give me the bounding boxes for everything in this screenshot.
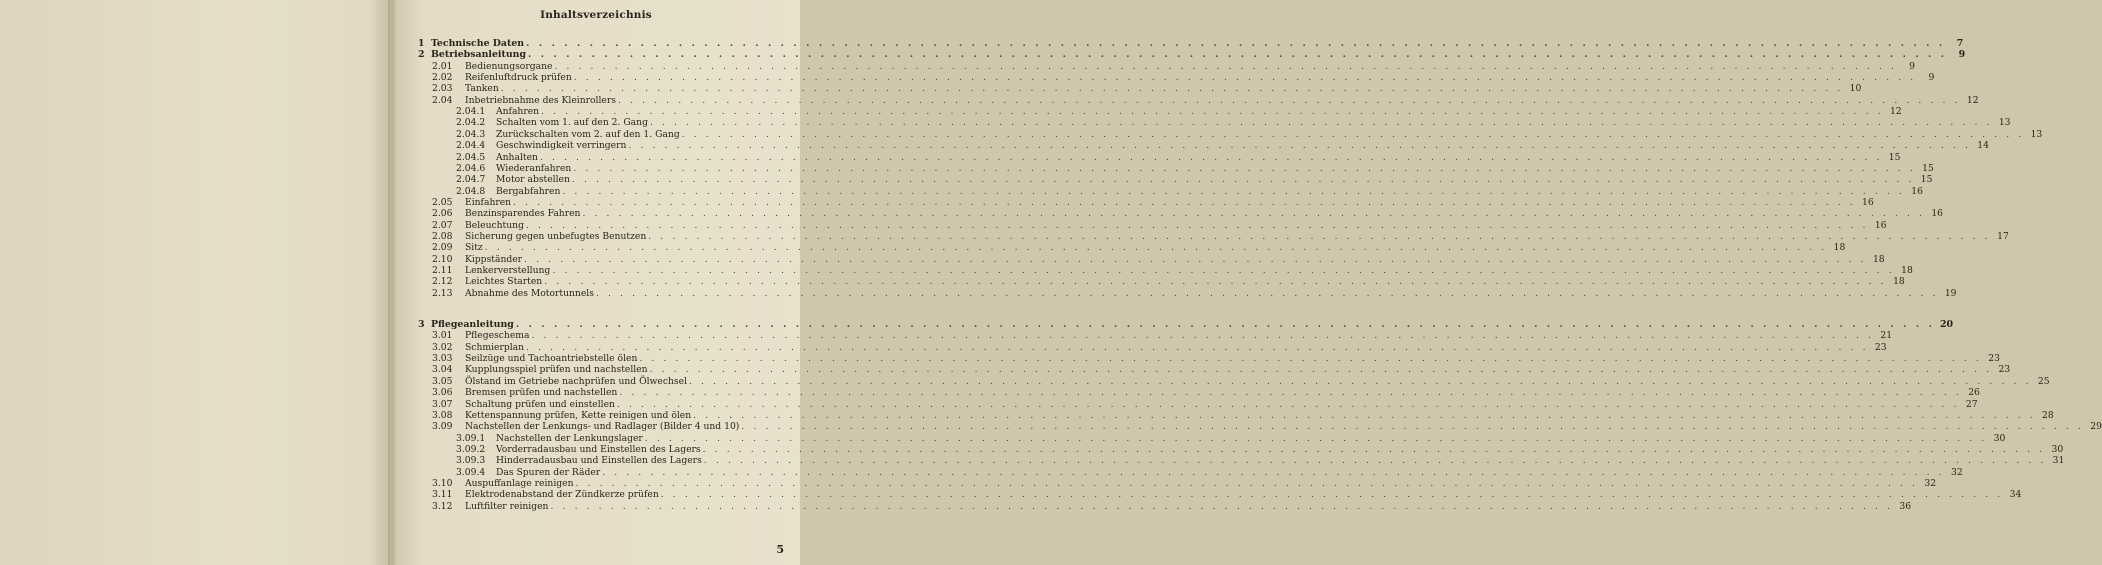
toc-entry-number: 3.07 [432, 398, 453, 410]
toc-entry-title: Zurückschalten vom 2. auf den 1. Gang [496, 128, 680, 140]
toc-entry-number: 3.09.4 [456, 466, 486, 478]
toc-entry-page: 13 [1998, 117, 2011, 129]
toc-entry-title: Technische Daten [431, 38, 525, 49]
toc-entry-number: 2.09 [432, 242, 453, 254]
toc-leader-dots [541, 106, 1884, 117]
toc-leader-dots [550, 501, 1893, 512]
toc-entry-title: Schmierplan [465, 341, 525, 353]
toc-entry-title: Kupplungsspiel prüfen und nachstellen [465, 364, 648, 376]
toc-entry [432, 287, 1957, 299]
toc-entry [432, 330, 1893, 342]
toc-entry-number: 2.04.1 [456, 106, 486, 118]
toc-entry-page: 15 [1888, 151, 1901, 163]
toc-entry-title: Auspuffanlage reinigen [465, 478, 574, 489]
toc-entry-title: Beleuchtung [465, 219, 524, 231]
toc-entry [432, 387, 1980, 399]
toc-entry-title: Elektrodenabstand der Zündkerze prüfen [465, 489, 659, 501]
toc-entry-page: 12 [1966, 94, 1979, 106]
toc-entry-page: 23 [1998, 364, 2011, 376]
toc-leader-dots [516, 319, 1935, 330]
toc-entry-page: 10 [1849, 83, 1862, 95]
toc-entry [432, 341, 1887, 353]
toc-entry-number: 2.04.6 [456, 162, 486, 174]
toc-leader-dots [619, 387, 1962, 398]
toc-entry-page: 15 [1922, 162, 1934, 174]
toc-leader-dots [526, 220, 1869, 231]
toc-entry-title: Bremsen prüfen und nachstellen [465, 387, 618, 399]
toc-entry-number: 3.06 [432, 387, 453, 399]
toc-entry [456, 466, 1963, 478]
toc-entry-page: 9 [1958, 49, 1966, 61]
toc-entry-page: 36 [1899, 500, 1912, 512]
toc-leader-dots [689, 376, 2032, 387]
book-gutter [388, 0, 390, 565]
toc-leader-dots [526, 38, 1945, 49]
toc-leader-dots [572, 174, 1915, 185]
toc-entry [418, 319, 1953, 330]
toc-leader-dots [661, 489, 2004, 500]
right-page [392, 0, 2102, 565]
toc-leader-dots [741, 421, 2084, 432]
toc-entry-page: 20 [1939, 319, 1953, 330]
toc-entry [432, 276, 1905, 288]
toc-entry [432, 398, 1978, 410]
toc-entry-page: 14 [1977, 140, 1989, 152]
toc-entry-page: 13 [2030, 128, 2043, 140]
toc-entry-page: 15 [1920, 174, 1933, 186]
toc-entry-page: 28 [2042, 409, 2054, 421]
toc-entry-page: 12 [1889, 106, 1902, 118]
toc-entry [432, 242, 1846, 254]
toc-leader-dots [602, 467, 1945, 478]
toc-entry-page: 34 [2009, 489, 2022, 501]
toc-entry-number: 3.02 [432, 341, 453, 353]
toc-entry-number: 3.05 [432, 375, 453, 387]
toc-entry-number: 3 [418, 319, 425, 330]
toc-entry [456, 455, 2065, 467]
toc-entry [432, 219, 1887, 231]
left-page-blank [0, 0, 388, 565]
toc-entry-number: 2 [418, 49, 425, 61]
toc-entry-page: 32 [1924, 478, 1937, 489]
toc-entry-number: 2.05 [432, 196, 453, 208]
toc-entry [456, 151, 1901, 163]
toc-entry [432, 196, 1874, 208]
toc-entry-title: Tanken [465, 83, 499, 95]
toc-entry-number: 2.12 [432, 276, 453, 288]
toc-entry-title: Bergabfahren [496, 185, 561, 197]
toc-entry [456, 432, 2006, 444]
toc-entry-number: 2.04.2 [456, 117, 486, 129]
toc-entry-number: 2.04.4 [456, 140, 486, 152]
toc-entry-page: 18 [1901, 265, 1913, 276]
toc-entry-number: 3.09.3 [456, 455, 486, 467]
toc-entry-page: 30 [1993, 432, 2006, 444]
toc-entry [456, 185, 1923, 197]
toc-leader-dots [531, 330, 1874, 341]
toc-leader-dots [645, 433, 1988, 444]
toc-leader-dots [573, 163, 1916, 174]
toc-entry-title: Nachstellen der Lenkungslager [496, 432, 643, 444]
toc-entry-title: Kettenspannung prüfen, Kette reinigen und ölen [465, 409, 692, 421]
toc-entry-title: Wiederanfahren [496, 162, 572, 174]
toc-entry-title: Seilzüge und Tachoantriebstelle ölen [465, 353, 638, 365]
toc-entry [432, 60, 1915, 72]
toc-entry-page: 26 [1968, 387, 1980, 399]
toc-entry-number: 2.07 [432, 219, 453, 231]
toc-entry-title: Luftfilter reinigen [465, 500, 549, 512]
toc-entry-title: Pflegeanleitung [431, 319, 514, 330]
toc-entry-page: 16 [1861, 196, 1874, 208]
toc-entry [456, 443, 2064, 455]
toc-entry-number: 2.10 [432, 253, 453, 265]
toc-entry-title: Das Spuren der Räder [496, 466, 601, 478]
toc-leader-dots [618, 95, 1961, 106]
toc-entry-title: Schaltung prüfen und einstellen [465, 398, 615, 410]
toc-entry-number: 2.08 [432, 230, 453, 242]
toc-entry-number: 3.09 [432, 421, 453, 433]
toc-entry-page: 18 [1833, 242, 1846, 254]
toc-leader-dots [693, 410, 2036, 421]
toc-entry-number: 3.01 [432, 330, 453, 342]
toc-entry [456, 128, 2043, 140]
toc-leader-dots [703, 444, 2046, 455]
page-number: 5 [776, 543, 784, 556]
toc-leader-dots [544, 276, 1887, 287]
toc-entry-title: Motor abstellen [496, 174, 570, 186]
toc-leader-dots [639, 353, 1982, 364]
toc-entry [432, 375, 2050, 387]
toc-entry-number: 2.06 [432, 208, 453, 220]
toc-leader-dots [554, 61, 1897, 72]
toc-leader-dots [524, 254, 1867, 265]
toc-entry-page: 16 [1911, 185, 1923, 197]
toc-entry-number: 2.04.8 [456, 185, 486, 197]
toc-entry [432, 364, 2011, 376]
toc-entry [432, 500, 1912, 512]
toc-entry-title: Nachstellen der Lenkungs- und Radlager (Bilder 4 und 10) [465, 421, 740, 433]
toc-entry [432, 253, 1885, 265]
toc-leader-dots [704, 455, 2047, 466]
toc-entry-page: 23 [1988, 353, 2000, 365]
toc-entry-page: 16 [1874, 219, 1887, 231]
toc-entry-page: 27 [1965, 398, 1978, 410]
toc-entry-title: Anhalten [496, 151, 538, 163]
toc-leader-dots [682, 129, 2025, 140]
toc-entry [432, 421, 2102, 433]
toc-entry-page: 32 [1951, 466, 1963, 478]
toc-entry-title: Lenkerverstellung [465, 265, 551, 276]
toc-entry-number: 2.03 [432, 83, 453, 95]
toc-entry-number: 2.01 [432, 60, 453, 72]
toc-leader-dots [526, 342, 1869, 353]
toc-entry [432, 478, 1937, 489]
toc-entry [432, 265, 1913, 276]
toc-entry-number: 3.08 [432, 409, 453, 421]
toc-entry-title: Leichtes Starten [465, 276, 543, 288]
toc-entry-title: Geschwindigkeit verringern [496, 140, 627, 152]
toc-entry-title: Benzinsparendes Fahren [465, 208, 581, 220]
toc-entry-page: 7 [1956, 38, 1964, 49]
toc-entry-title: Abnahme des Motortunnels [465, 287, 594, 299]
toc-entry-title: Vorderradausbau und Einstellen des Lagers [496, 443, 701, 455]
toc-entry-number: 2.04.3 [456, 128, 486, 140]
toc-entry-page: 23 [1874, 341, 1887, 353]
toc-entry-page: 16 [1931, 208, 1944, 220]
toc-entry-page: 9 [1909, 60, 1915, 72]
toc-leader-dots [576, 478, 1919, 489]
toc-entry [456, 162, 1934, 174]
toc-leader-dots [562, 186, 1905, 197]
toc-leader-dots [501, 83, 1844, 94]
toc-entry-number: 3.09.1 [456, 432, 486, 444]
toc-entry-page: 29 [2090, 421, 2102, 433]
toc-leader-dots [582, 208, 1925, 219]
toc-leader-dots [650, 364, 1993, 375]
toc-entry-title: Sicherung gegen unbefugtes Benutzen [465, 230, 647, 242]
toc-entry-number: 2.02 [432, 72, 453, 83]
toc-entry-page: 9 [1928, 72, 1935, 83]
toc-entry-title: Schalten vom 1. auf den 2. Gang [496, 117, 648, 129]
toc-entry-title: Einfahren [465, 196, 512, 208]
toc-entry-title: Sitz [465, 242, 483, 254]
toc-entry-title: Bedienungsorgane [465, 60, 553, 72]
toc-leader-dots [648, 231, 1991, 242]
toc-entry [432, 489, 2022, 501]
toc-entry-title: Inbetriebnahme des Kleinrollers [465, 94, 616, 106]
toc-entry-number: 3.03 [432, 353, 453, 365]
toc-entry [418, 49, 1966, 61]
toc-entry [432, 230, 2009, 242]
toc-entry-number: 3.09.2 [456, 443, 486, 455]
toc-entry [456, 117, 2011, 129]
toc-entry [456, 140, 1989, 152]
toc-entry-title: Reifenluftdruck prüfen [465, 72, 572, 83]
toc-entry-number: 2.13 [432, 287, 453, 299]
toc-entry-title: Betriebsanleitung [431, 49, 527, 61]
toc-leader-dots [617, 399, 1960, 410]
toc-entry-page: 18 [1872, 253, 1885, 265]
toc-entry-number: 2.04.7 [456, 174, 486, 186]
toc-entry-page: 18 [1893, 276, 1905, 288]
toc-leader-dots [513, 197, 1856, 208]
toc-entry-page: 30 [2051, 443, 2064, 455]
toc-leader-dots [596, 288, 1939, 299]
toc-entry-title: Pflegeschema [465, 330, 530, 342]
toc-leader-dots [628, 140, 1971, 151]
toc-entry [456, 174, 1933, 186]
toc-entry-title: Ölstand im Getriebe nachprüfen und Ölwechsel [465, 375, 688, 387]
toc-entry-page: 31 [2052, 455, 2065, 467]
toc-entry-page: 17 [1997, 230, 2009, 242]
toc-entry [432, 83, 1862, 95]
toc-leader-dots [552, 265, 1895, 276]
toc-leader-dots [485, 242, 1828, 253]
toc-entry-number: 3.10 [432, 478, 453, 489]
toc-entry [456, 106, 1902, 118]
toc-entry-number: 3.12 [432, 500, 453, 512]
toc-title: Inhaltsverzeichnis [540, 9, 652, 21]
toc-entry-number: 3.04 [432, 364, 453, 376]
toc-leader-dots [540, 152, 1883, 163]
toc-entry [432, 409, 2054, 421]
toc-entry-title: Kippständer [465, 253, 523, 265]
toc-leader-dots [574, 72, 1917, 83]
toc-entry-title: Hinderradausbau und Einstellen des Lagers [496, 455, 702, 467]
toc-entry-number: 1 [418, 38, 425, 49]
toc-entry-page: 19 [1944, 287, 1957, 299]
toc-entry [432, 208, 1944, 220]
toc-entry-number: 2.04.5 [456, 151, 486, 163]
toc-entry-page: 21 [1880, 330, 1893, 342]
toc-entry-number: 2.04 [432, 94, 453, 106]
toc-entry-page: 25 [2037, 375, 2050, 387]
toc-entry [432, 94, 1979, 106]
toc-entry [432, 72, 1935, 83]
toc-entry-title: Anfahren [496, 106, 540, 118]
toc-leader-dots [528, 49, 1947, 60]
toc-entry-number: 2.11 [432, 265, 453, 276]
toc-entry [418, 38, 1964, 49]
toc-entry-number: 3.11 [432, 489, 453, 501]
toc-leader-dots [650, 117, 1993, 128]
toc-entry [432, 353, 2000, 365]
